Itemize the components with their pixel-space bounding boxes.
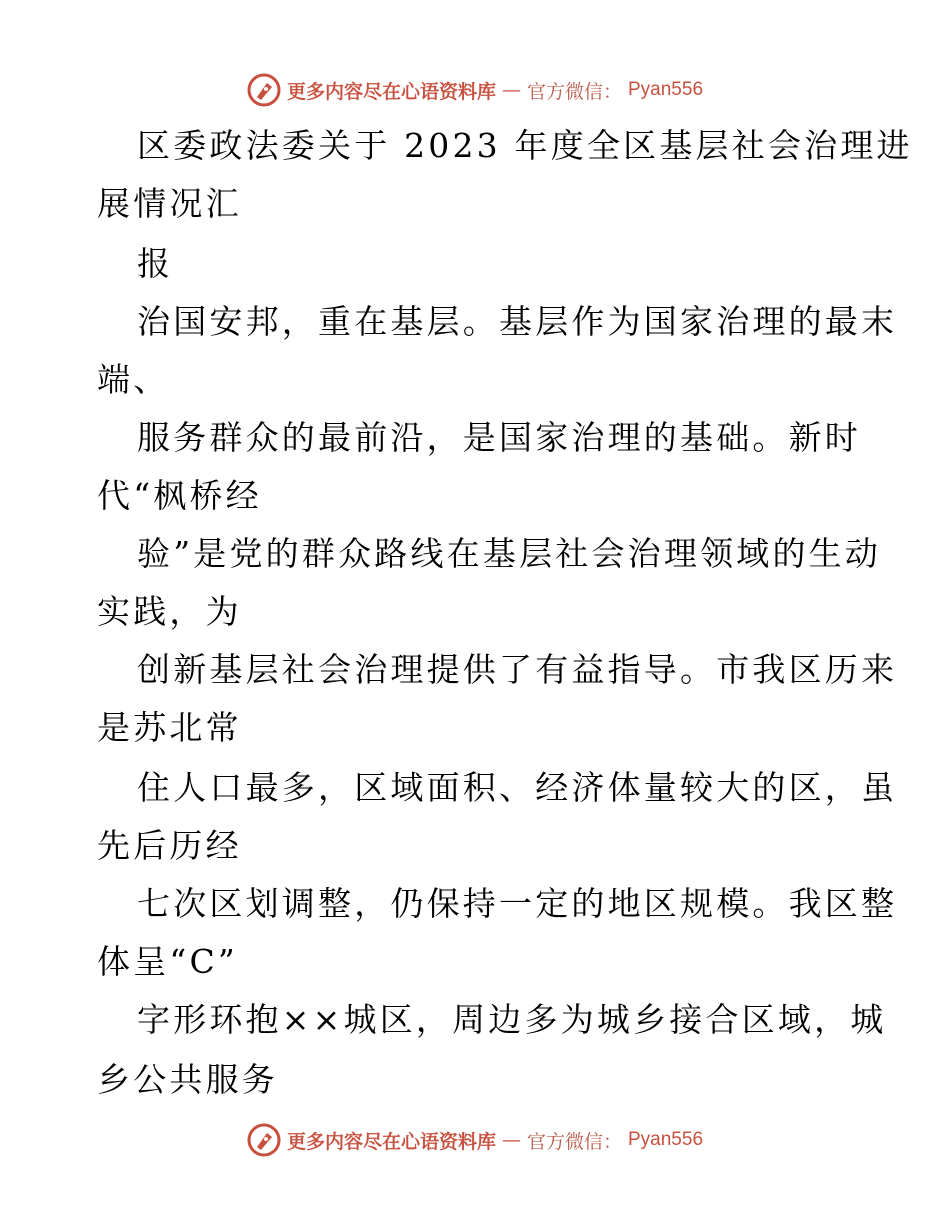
pen-nib-logo-icon bbox=[247, 73, 281, 107]
doc-title-line-1: 区委政法委关于 2023 年度全区基层社会治理进 bbox=[137, 126, 913, 165]
doc-text-line: 验”是党的群众路线在基层社会治理领域的生动 bbox=[137, 534, 882, 573]
footer-separator: — bbox=[501, 1129, 521, 1151]
doc-text-line: 代“枫桥经 bbox=[97, 476, 262, 515]
header-wechat-id: Pyan556 bbox=[628, 79, 704, 100]
header-separator: — bbox=[501, 79, 521, 101]
doc-text-line: 住人口最多，区域面积、经济体量较大的区，虽 bbox=[137, 768, 898, 807]
doc-text-line: 实践，为 bbox=[97, 592, 242, 631]
footer-banner bbox=[0, 1120, 950, 1160]
doc-text-line: 先后历经 bbox=[97, 826, 242, 865]
header-banner bbox=[0, 70, 950, 110]
footer-wechat-id: Pyan556 bbox=[628, 1129, 704, 1150]
doc-title-line-2: 展情况汇 bbox=[97, 184, 242, 223]
doc-text-line: 治国安邦，重在基层。基层作为国家治理的最末 bbox=[137, 302, 898, 341]
doc-text-line: 是苏北常 bbox=[97, 708, 242, 747]
header-site-text: 更多内容尽在心语资料库 bbox=[286, 80, 496, 103]
doc-text-line: 字形环抱××城区，周边多为城乡接合区域，城 bbox=[137, 1000, 887, 1039]
footer-wechat-label: 官方微信： bbox=[526, 1130, 622, 1153]
doc-text-line: 创新基层社会治理提供了有益指导。市我区历来 bbox=[137, 650, 898, 689]
header-wechat-label: 官方微信： bbox=[526, 80, 622, 103]
doc-text-line: 体呈“C” bbox=[97, 942, 238, 981]
pen-nib-logo-icon bbox=[247, 1123, 281, 1157]
footer-site-text: 更多内容尽在心语资料库 bbox=[286, 1130, 496, 1153]
doc-text-line: 七次区划调整，仍保持一定的地区规模。我区整 bbox=[137, 884, 898, 923]
doc-title-line-3: 报 bbox=[137, 244, 174, 283]
doc-text-line: 端、 bbox=[97, 360, 170, 399]
doc-text-line: 乡公共服务 bbox=[97, 1060, 278, 1099]
doc-text-line: 服务群众的最前沿，是国家治理的基础。新时 bbox=[137, 418, 861, 457]
